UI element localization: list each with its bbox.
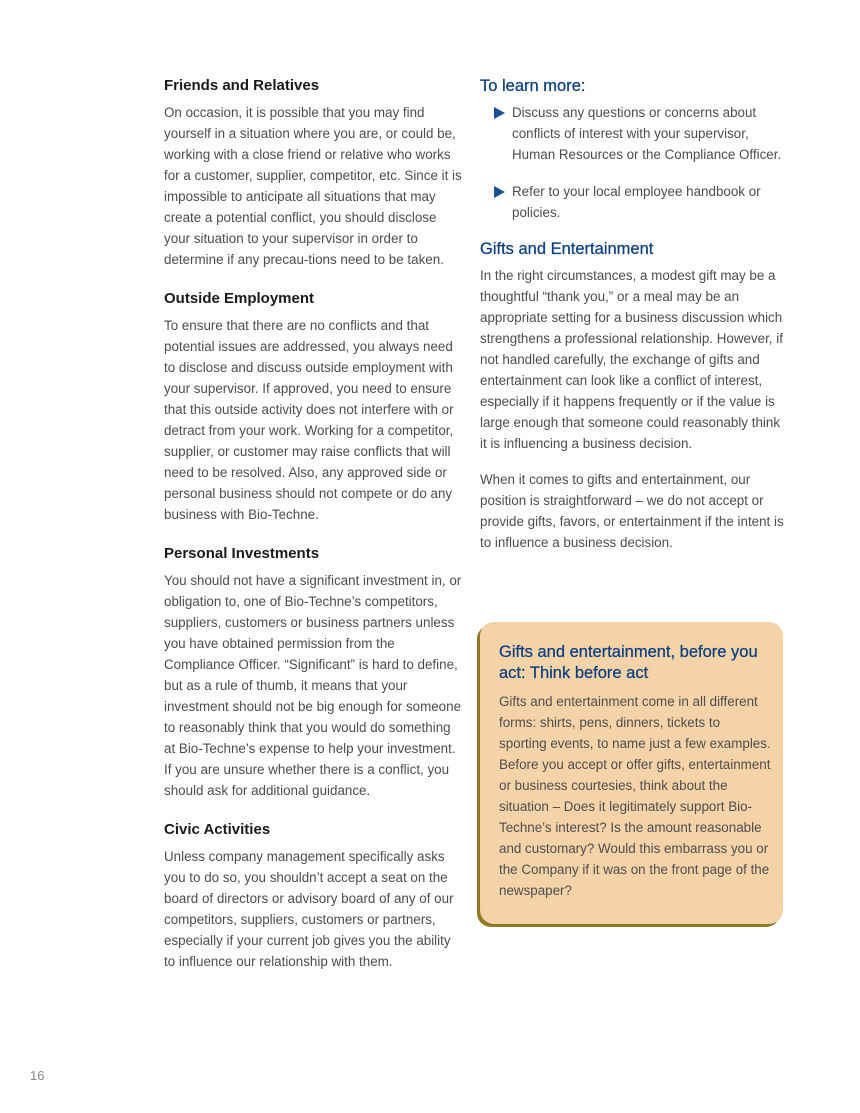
section-heading: Outside Employment: [164, 290, 315, 307]
callout-heading: Gifts and entertainment, before you act: Think before act: [499, 643, 758, 682]
learn-more-item-text: Discuss any questions or concerns about conflicts of interest with your supervisor, Human Resources or the Compliance Officer.: [512, 105, 782, 162]
section-civic-activities: [164, 820, 462, 972]
section-body: You should not have a significant investment in, or obligation to, one of Bio-Techne’s competitors, suppliers, customers or business partners unless you have obtained permission from the Compliance Officer. “Significant” is hard to define, but as a rule of thumb, it means that your investment should not be big enough for someone to reasonably think that you would do something at Bio-Techne’s expense to help your investment. If you are unsure whether there is a conflict, you should ask for additional guidance.: [164, 573, 462, 798]
gifts-heading: Gifts and Entertainment: [480, 240, 654, 258]
section-friends-relatives: [164, 76, 462, 270]
section-body: On occasion, it is possible that you may find yourself in a situation where you are, or could be, working with a close friend or relative who works for a customer, supplier, competitor, etc. Since it is impossible to anticipate all situations that may create a potential conflict, you should disclose your situation to your supervisor in order to determine if any precau-tions need to be taken.: [164, 105, 462, 267]
left-column: [164, 76, 462, 987]
learn-more-item-text: Refer to your local employee handbook or policies.: [512, 184, 761, 220]
right-column: [480, 76, 788, 568]
section-heading: Civic Activities: [164, 821, 271, 838]
gifts-entertainment-section: [480, 239, 788, 553]
page-number: 16: [30, 1068, 45, 1083]
learn-more-heading: To learn more:: [480, 77, 586, 95]
learn-more-item: [480, 181, 788, 223]
triangle-bullet-icon: [494, 107, 505, 119]
section-body: Unless company management specifically asks you to do so, you shouldn’t accept a seat on the board of directors or advisory board of any of our competitors, suppliers, customers or partners, especially if your current job gives you the ability to influence our relationship with them.: [164, 849, 454, 969]
think-before-act-callout: [480, 622, 783, 924]
learn-more-item: [480, 102, 788, 165]
gifts-paragraph: When it comes to gifts and entertainment, our position is straightforward – we do not accept or provide gifts, favors, or entertainment if the intent is to influence a business decision.: [480, 472, 784, 550]
triangle-bullet-icon: [494, 186, 505, 198]
learn-more-section: [480, 76, 788, 223]
learn-more-list: [480, 102, 788, 223]
callout-body: Gifts and entertainment come in all different forms: shirts, pens, dinners, tickets to sporting events, to name just a few examples. Before you accept or offer gifts, entertainment or business courtesies, think about the situation – Does it legitimately support Bio-Techne’s interest? Is the amount reasonable and customary? Would this embarrass you or the Company if it was on the front page of the newspaper?: [499, 694, 771, 898]
section-outside-employment: [164, 289, 462, 525]
section-body: To ensure that there are no conflicts and that potential issues are addressed, you always need to disclose and discuss outside employment with your supervisor. If approved, you need to ensure that this outside activity does not interfere with or detract from your work. Working for a competitor, supplier, or customer may raise conflicts that will need to be resolved. Also, any approved side or personal business should not compete or do any business with Bio-Techne.: [164, 318, 454, 522]
section-heading: Friends and Relatives: [164, 77, 320, 94]
section-heading: Personal Investments: [164, 545, 320, 562]
gifts-paragraph: In the right circumstances, a modest gift may be a thoughtful “thank you,” or a meal may be an appropriate setting for a business discussion which strengthens a professional relationship. However, if not handled carefully, the exchange of gifts and entertainment can look like a conflict of interest, especially if it happens frequently or if the value is large enough that someone could reasonably think it is influencing a business decision.: [480, 268, 783, 451]
section-personal-investments: [164, 544, 462, 801]
